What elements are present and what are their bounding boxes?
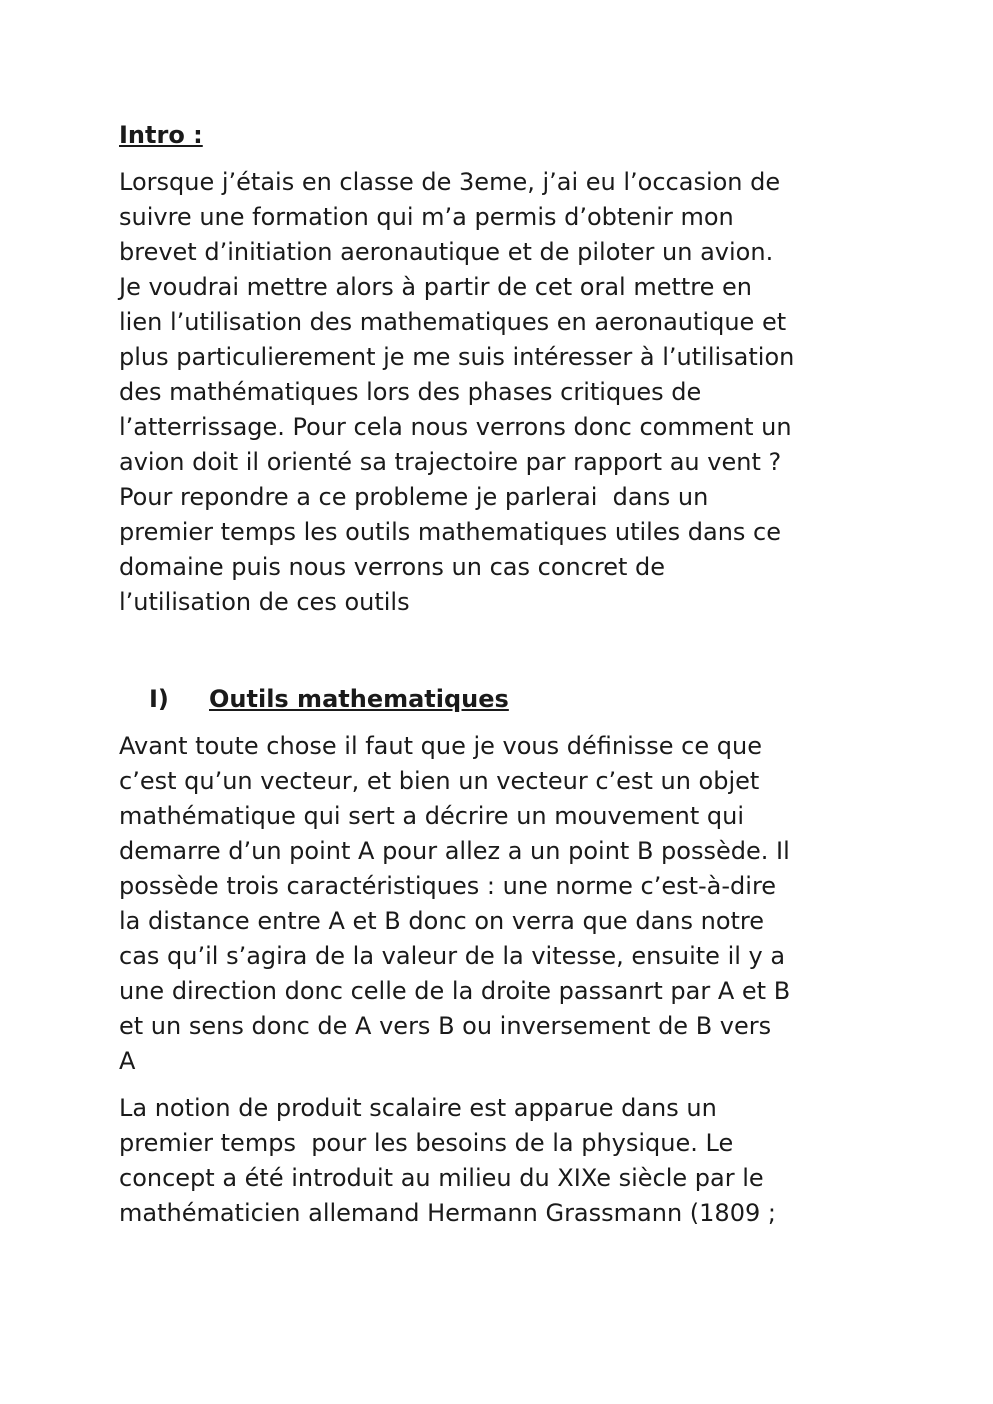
text-line: premier temps les outils mathematiques utiles dans ce [119,518,781,546]
intro-paragraph [119,165,879,620]
text-line: Lorsque j’étais en classe de 3eme, j’ai eu l’occasion de [119,168,781,196]
section-number: I) [149,685,169,713]
text-line: domaine puis nous verrons un cas concret de [119,553,666,581]
text-line: plus particulierement je me suis intéresser à l’utilisation [119,343,795,371]
section-spacer [119,620,879,682]
text-line: A [119,1047,136,1075]
text-line: La notion de produit scalaire est apparue dans un [119,1094,717,1122]
text-line: des mathématiques lors des phases critiques de [119,378,702,406]
text-line: l’atterrissage. Pour cela nous verrons donc comment un [119,413,792,441]
text-line: mathématicien allemand Hermann Grassmann (1809 ; [119,1199,776,1227]
text-line: concept a été introduit au milieu du XIXe siècle par le [119,1164,764,1192]
text-line: l’utilisation de ces outils [119,588,410,616]
text-line: brevet d’initiation aeronautique et de piloter un avion. [119,238,774,266]
text-line: suivre une formation qui m’a permis d’obtenir mon [119,203,734,231]
text-line: la distance entre A et B donc on verra que dans notre [119,907,765,935]
document-page [119,118,879,1231]
vector-paragraph [119,729,879,1079]
scalar-product-paragraph [119,1091,879,1231]
text-line: lien l’utilisation des mathematiques en aeronautique et [119,308,787,336]
text-line: demarre d’un point A pour allez a un point B possède. Il [119,837,790,865]
text-line: mathématique qui sert a décrire un mouvement qui [119,802,744,830]
intro-heading: Intro : [119,121,203,149]
text-line: et un sens donc de A vers B ou inversement de B vers [119,1012,772,1040]
section-heading [119,682,879,717]
section-title: Outils mathematiques [209,685,509,713]
text-line: Pour repondre a ce probleme je parlerai dans un [119,483,709,511]
text-line: une direction donc celle de la droite passanrt par A et B [119,977,791,1005]
text-line: possède trois caractéristiques : une norme c’est-à-dire [119,872,777,900]
text-line: Avant toute chose il faut que je vous définisse ce que [119,732,762,760]
text-line: premier temps pour les besoins de la physique. Le [119,1129,734,1157]
text-line: Je voudrai mettre alors à partir de cet oral mettre en [119,273,753,301]
paragraph-spacer [119,1079,879,1091]
text-line: cas qu’il s’agira de la valeur de la vitesse, ensuite il y a [119,942,786,970]
text-line: c’est qu’un vecteur, et bien un vecteur c’est un objet [119,767,760,795]
text-line: avion doit il orienté sa trajectoire par rapport au vent ? [119,448,782,476]
